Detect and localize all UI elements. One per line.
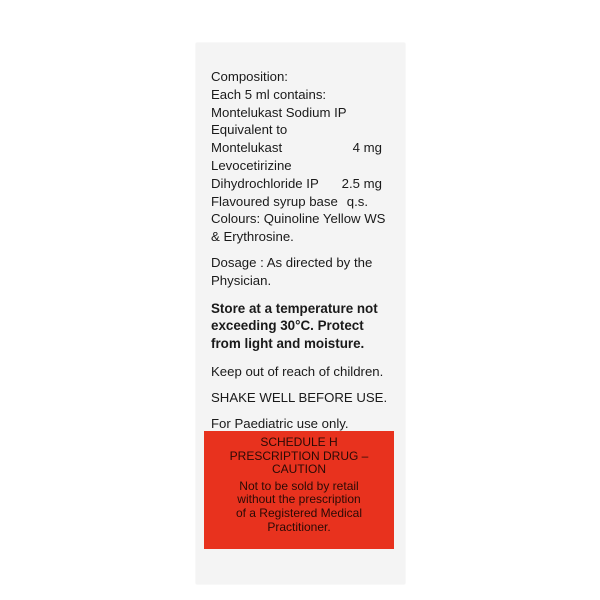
paediatric-note: For Paediatric use only. — [211, 415, 349, 431]
ingredient-1-base: Montelukast — [211, 140, 283, 156]
retail-warning-line-1: Not to be sold by retail — [239, 478, 359, 493]
ingredient-1-equivalent: Equivalent to — [211, 122, 288, 138]
retail-warning-line-2: without the prescription — [237, 492, 361, 507]
dosage-line-2: Physician. — [211, 272, 272, 288]
label-text-panel — [211, 68, 396, 432]
syrup-base-quantity: q.s. — [346, 193, 368, 209]
schedule-h-warning-box — [204, 431, 394, 549]
prescription-drug-label: PRESCRIPTION DRUG – — [229, 448, 369, 463]
caution-label: CAUTION — [272, 462, 326, 477]
ingredient-1-quantity: 4 mg — [352, 140, 382, 156]
retail-warning-line-4: Practitioner. — [267, 519, 331, 534]
colours-line-2: & Erythrosine. — [211, 229, 294, 245]
syrup-base-row — [211, 193, 396, 211]
colours-line-1: Colours: Quinoline Yellow WS — [211, 211, 386, 227]
per-dose-text: Each 5 ml contains: — [211, 86, 327, 102]
children-warning: Keep out of reach of children. — [211, 363, 384, 379]
composition-heading: Composition: — [211, 69, 288, 84]
storage-line-3: from light and moisture. — [211, 336, 365, 352]
syrup-base-name: Flavoured syrup base — [211, 193, 338, 209]
ingredient-1-name: Montelukast Sodium IP — [211, 104, 347, 120]
ingredient-2-quantity: 2.5 mg — [341, 175, 382, 191]
storage-line-2: exceeding 30°C. Protect — [211, 318, 364, 334]
retail-warning-line-3: of a Registered Medical — [235, 505, 363, 520]
schedule-h-title: SCHEDULE H — [260, 435, 338, 449]
storage-line-1: Store at a temperature not — [211, 300, 378, 316]
ingredient-2-salt: Dihydrochloride IP — [211, 175, 319, 191]
ingredient-2-row — [211, 175, 396, 193]
ingredient-1-row — [211, 139, 396, 157]
dosage-line-1: Dosage : As directed by the — [211, 254, 373, 270]
ingredient-2-name: Levocetirizine — [211, 157, 292, 173]
shake-warning: SHAKE WELL BEFORE USE. — [211, 389, 388, 405]
